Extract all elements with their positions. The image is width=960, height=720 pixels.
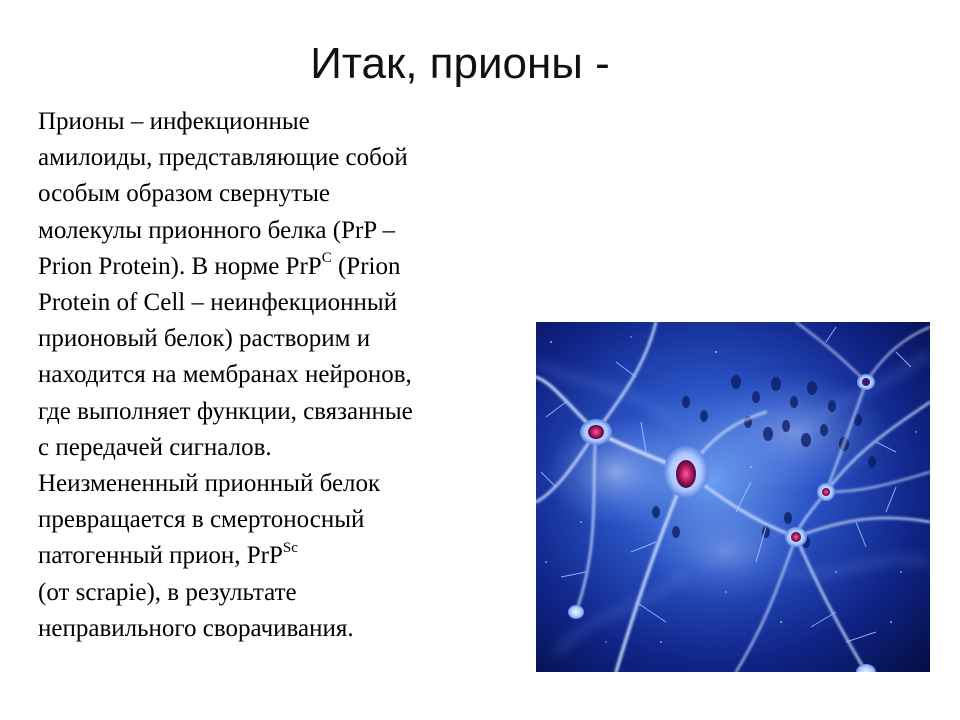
text-line: с передачей сигналов.	[38, 433, 272, 461]
text-line: Protein of Cell – неинфекционный	[38, 289, 398, 317]
text-line: молекулы прионного белка (PrP –	[38, 216, 396, 244]
text-line: Неизмененный прионный белок	[38, 470, 381, 498]
text-line: неправильного сворачивания.	[38, 614, 354, 642]
text-segment: (Prion	[331, 252, 401, 280]
text-line: (от scrapie), в результате	[38, 578, 297, 606]
text-line: превращается в смертоносный	[38, 506, 365, 534]
text-line: где выполняет функции, связанные	[38, 397, 413, 425]
text-line: амилоиды, представляющие собой	[38, 144, 408, 172]
text-line: находится на мембранах нейронов,	[38, 361, 412, 389]
text-line	[38, 249, 524, 285]
text-segment: Prion Protein). В норме PrP	[38, 252, 322, 280]
slide-title: Итак, прионы -	[310, 39, 610, 88]
text-line: Прионы – инфекционные	[38, 108, 310, 135]
neuron-network-image	[536, 322, 930, 672]
text-line	[38, 538, 524, 574]
superscript-c: C	[321, 250, 332, 267]
body-paragraph	[38, 104, 524, 647]
text-line: особым образом свернутые	[38, 180, 330, 208]
text-segment: патогенный прион, PrP	[38, 542, 283, 570]
text-line: прионовый белок) растворим и	[38, 325, 371, 353]
superscript-sc: Sc	[282, 540, 298, 557]
